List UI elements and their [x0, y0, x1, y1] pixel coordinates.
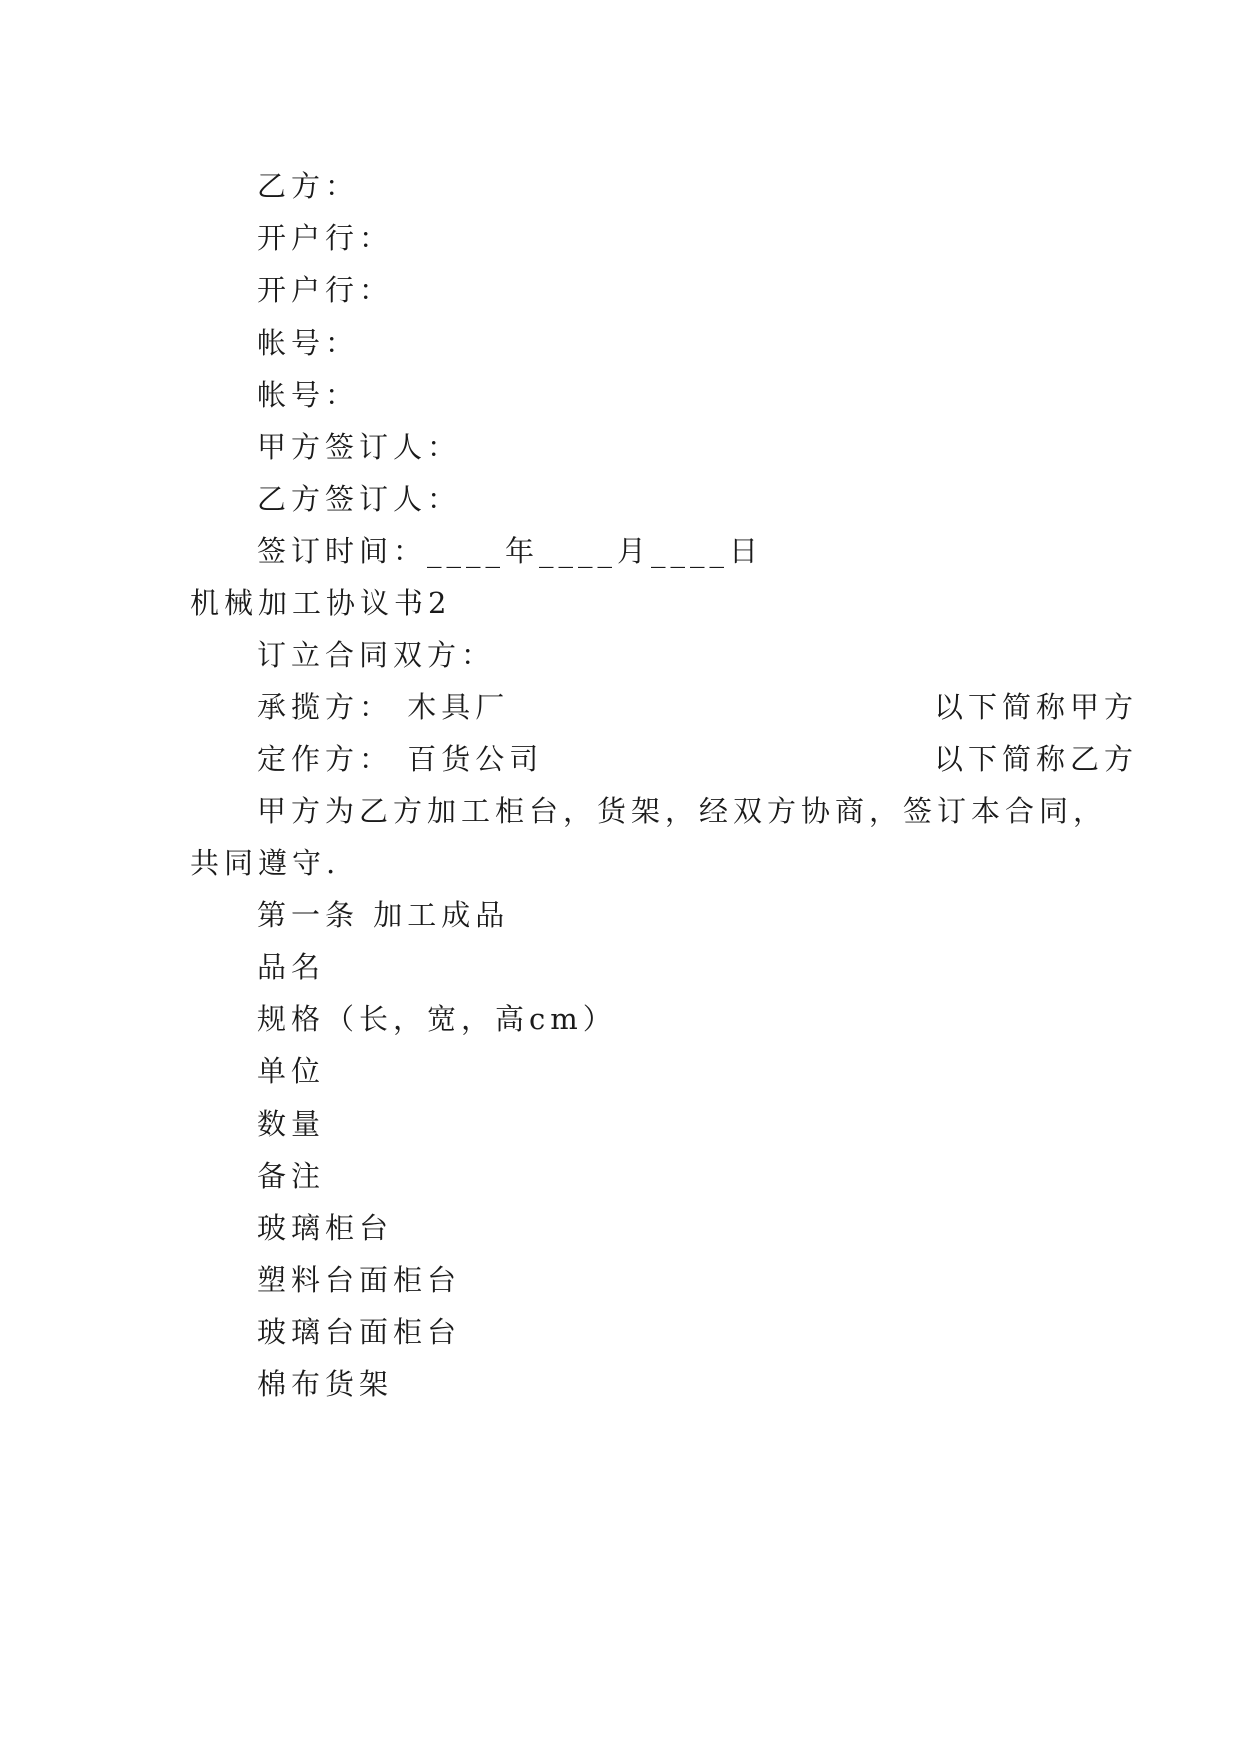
field-remarks: 备注 — [257, 1159, 326, 1193]
client-name: 定作方： 百货公司 — [257, 742, 544, 776]
client-alias: 以下简称乙方 — [934, 742, 1139, 776]
intro-paragraph-line-2: 共同遵守. — [190, 846, 341, 880]
signing-date-line: 签订时间：____年____月____日 — [257, 534, 764, 568]
article-1-heading: 第一条 加工成品 — [257, 898, 510, 932]
bank-label-2: 开户行： — [257, 273, 394, 307]
account-label-2: 帐号： — [257, 378, 360, 412]
account-label-1: 帐号： — [257, 326, 360, 360]
field-specification: 规格（长，宽，高cm） — [257, 1002, 617, 1036]
intro-paragraph-line-1: 甲方为乙方加工柜台，货架，经双方协商，签订本合同， — [257, 794, 1108, 828]
contractor-name: 承揽方： 木具厂 — [257, 690, 510, 724]
party-b-label: 乙方： — [257, 169, 360, 203]
product-cotton-shelf: 棉布货架 — [257, 1367, 394, 1401]
client-row — [257, 741, 1157, 777]
party-a-signer-label: 甲方签订人： — [257, 430, 462, 464]
field-unit: 单位 — [257, 1054, 326, 1088]
field-quantity: 数量 — [257, 1107, 326, 1141]
bank-label-1: 开户行： — [257, 221, 394, 255]
product-glass-counter: 玻璃柜台 — [257, 1211, 394, 1245]
product-plastic-top-counter: 塑料台面柜台 — [257, 1263, 462, 1297]
contractor-row — [257, 689, 1157, 725]
contractor-alias: 以下简称甲方 — [934, 690, 1139, 724]
product-glass-top-counter: 玻璃台面柜台 — [257, 1315, 462, 1349]
section-title: 机械加工协议书2 — [190, 586, 452, 620]
party-b-signer-label: 乙方签订人： — [257, 482, 462, 516]
field-product-name: 品名 — [257, 950, 326, 984]
contract-parties-heading: 订立合同双方： — [257, 638, 496, 672]
